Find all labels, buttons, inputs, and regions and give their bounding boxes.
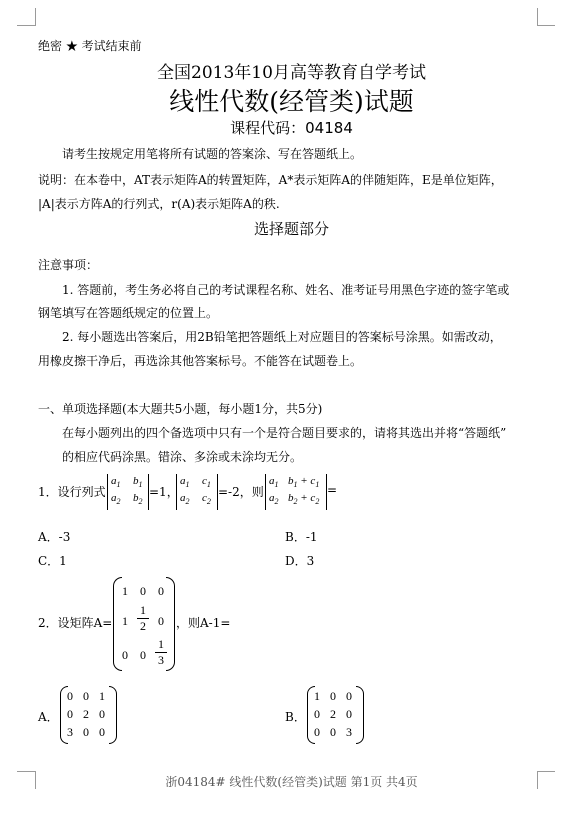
option-a: A．-3 xyxy=(38,530,71,544)
page-title: 线性代数(经管类)试题 xyxy=(169,87,414,116)
instruction-text: 请考生按规定用笔将所有试题的答案涂、写在答题纸上。 xyxy=(62,147,363,161)
part-desc: 的相应代码涂黑。错涂、多涂或未涂均无分。 xyxy=(62,450,303,464)
question-2-prefix: 2．设矩阵A= xyxy=(38,616,113,630)
crop-mark xyxy=(35,8,36,26)
option-c: C．1 xyxy=(38,554,67,568)
option-b-label: B． xyxy=(285,710,306,724)
page-footer: 浙04184# 线性代数(经管类)试题 第1页 共4页 xyxy=(165,775,418,789)
crop-mark xyxy=(17,771,35,772)
crop-mark xyxy=(537,8,538,26)
notice-item: 钢笔填写在答题纸规定的位置上。 xyxy=(38,306,219,320)
notice-heading: 注意事项： xyxy=(38,258,99,272)
question-2-suffix: ，则A-1= xyxy=(176,616,231,630)
exam-title: 全国2013年10月高等教育自学考试 xyxy=(157,63,426,83)
notice-item: 1. 答题前，考生务必将自己的考试课程名称、姓名、准考证号用黑色字迹的签字笔或 xyxy=(62,283,510,297)
course-code: 课程代码：04184 xyxy=(230,119,353,137)
note-text: |A|表示方阵A的行列式，r(A)表示矩阵A的秩. xyxy=(38,197,280,211)
secret-label: 绝密 ★ 考试结束前 xyxy=(38,39,142,53)
option-a-label: A． xyxy=(38,710,59,724)
equation-text: =-2，则 xyxy=(218,485,264,499)
note-text: 说明：在本卷中，AT表示矩阵A的转置矩阵，A*表示矩阵A的伴随矩阵，E是单位矩阵， xyxy=(38,173,503,187)
crop-mark xyxy=(537,25,555,26)
determinant-1: $a_1$ $b_1$ $a_2$ $b_2$ xyxy=(107,474,149,510)
option-d: D．3 xyxy=(285,554,315,568)
notice-item: 用橡皮擦干净后，再选涂其他答案标号。不能答在试题卷上。 xyxy=(38,354,363,368)
part-heading: 一、单项选择题(本大题共5小题，每小题1分，共5分) xyxy=(38,402,323,416)
crop-mark xyxy=(17,25,35,26)
part-desc: 在每小题列出的四个备选项中只有一个是符合题目要求的，请将其选出并将“答题纸” xyxy=(62,426,507,440)
section-title: 选择题部分 xyxy=(253,220,329,238)
determinant-2: $a_1$ $c_1$ $a_2$ $c_2$ xyxy=(176,474,218,510)
equation-text: =1， xyxy=(149,485,179,499)
equation-text: = xyxy=(327,483,338,497)
question-1-prefix: 1．设行列式 xyxy=(38,485,106,499)
option-b: B．-1 xyxy=(285,530,318,544)
determinant-3: $a_1$ $b_1 + c_1$ $a_2$ $b_2 + c_2$ xyxy=(265,474,327,510)
notice-item: 2. 每小题选出答案后，用2B铅笔把答题纸上对应题目的答案标号涂黑。如需改动， xyxy=(62,330,502,344)
crop-mark xyxy=(537,771,555,772)
